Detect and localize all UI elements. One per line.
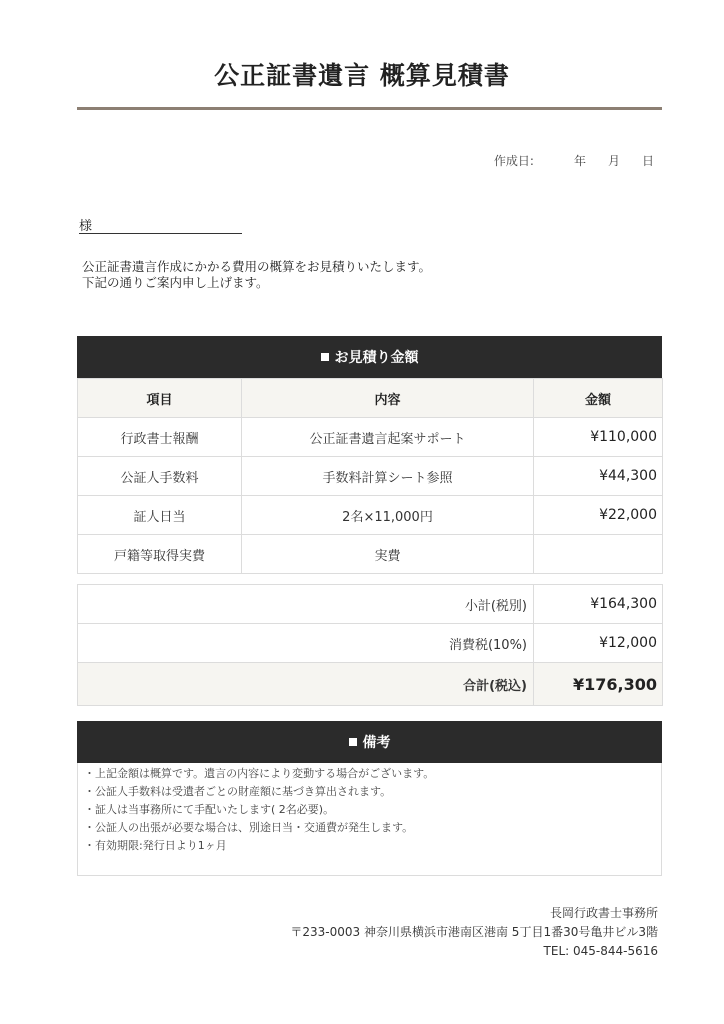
- total-label: 合計(税込): [78, 663, 534, 706]
- recipient-line: [79, 215, 242, 234]
- row-detail: 手数料計算シート参照: [242, 457, 534, 496]
- row-amount: ¥22,000: [534, 496, 663, 535]
- document-title: 公正証書遺言 概算見積書: [214, 61, 510, 90]
- notes-section: [77, 721, 662, 876]
- row-item: 戸籍等取得実費: [78, 535, 242, 574]
- date-month: 月: [607, 154, 620, 168]
- column-header-item: 項目: [78, 379, 242, 418]
- square-bullet-icon: [321, 353, 329, 361]
- table-row: [78, 496, 663, 535]
- office-tel: TEL: 045-844-5616: [543, 944, 658, 958]
- estimate-table: [77, 378, 663, 574]
- notes-body: [77, 763, 662, 876]
- estimate-header: [77, 336, 662, 378]
- date-label: 作成日:: [493, 154, 534, 168]
- tax-label: 消費税(10%): [78, 624, 534, 663]
- row-item: 公証人手数料: [78, 457, 242, 496]
- office-name: 長岡行政書士事務所: [549, 906, 658, 920]
- notes-title: 備考: [362, 735, 391, 751]
- date-day: 日: [641, 154, 654, 168]
- row-amount: ¥44,300: [534, 457, 663, 496]
- row-detail: 実費: [242, 535, 534, 574]
- note-line: ・有効期限:発行日より1ヶ月: [84, 839, 227, 852]
- tax-row: [78, 624, 663, 663]
- note-line: ・公証人の出張が必要な場合は、別途日当・交通費が発生します。: [84, 821, 414, 834]
- note-line: ・上記金額は概算です。遺言の内容により変動する場合がございます。: [84, 767, 435, 780]
- row-amount: [534, 535, 663, 574]
- intro-line: 下記の通りご案内申し上げます。: [82, 275, 269, 290]
- column-header-detail: 内容: [242, 379, 534, 418]
- intro-text: [82, 259, 431, 291]
- table-row: [78, 535, 663, 574]
- estimate-title: お見積り金額: [334, 350, 419, 366]
- totals-section: [77, 584, 662, 706]
- table-row: [78, 418, 663, 457]
- note-line: ・証人は当事務所にて手配いたします( 2名必要)。: [84, 803, 335, 816]
- row-item: 証人日当: [78, 496, 242, 535]
- date-year: 年: [573, 154, 586, 168]
- totals-table: [77, 584, 663, 706]
- office-info: [290, 904, 658, 961]
- creation-date: [494, 152, 654, 169]
- table-row: [78, 457, 663, 496]
- office-address: 〒233-0003 神奈川県横浜市港南区港南 5丁目1番30号亀井ビル3階: [290, 925, 658, 939]
- estimate-section: [77, 336, 662, 574]
- total-row: [78, 663, 663, 706]
- note-line: ・公証人手数料は受遺者ごとの財産額に基づき算出されます。: [84, 785, 392, 798]
- row-amount: ¥110,000: [534, 418, 663, 457]
- column-header-amount: 金額: [534, 379, 663, 418]
- square-bullet-icon: [349, 738, 357, 746]
- intro-line: 公正証書遺言作成にかかる費用の概算をお見積りいたします。: [82, 259, 432, 274]
- tax-amount: ¥12,000: [534, 624, 663, 663]
- total-amount: ¥176,300: [534, 663, 663, 706]
- notes-header: [77, 721, 662, 763]
- row-item: 行政書士報酬: [78, 418, 242, 457]
- subtotal-amount: ¥164,300: [534, 585, 663, 624]
- subtotal-row: [78, 585, 663, 624]
- table-header-row: [78, 379, 663, 418]
- title-divider: [77, 107, 662, 110]
- row-detail: 2名×11,000円: [242, 496, 534, 535]
- row-detail: 公正証書遺言起案サポート: [242, 418, 534, 457]
- recipient-suffix: 様: [79, 219, 93, 234]
- subtotal-label: 小計(税別): [78, 585, 534, 624]
